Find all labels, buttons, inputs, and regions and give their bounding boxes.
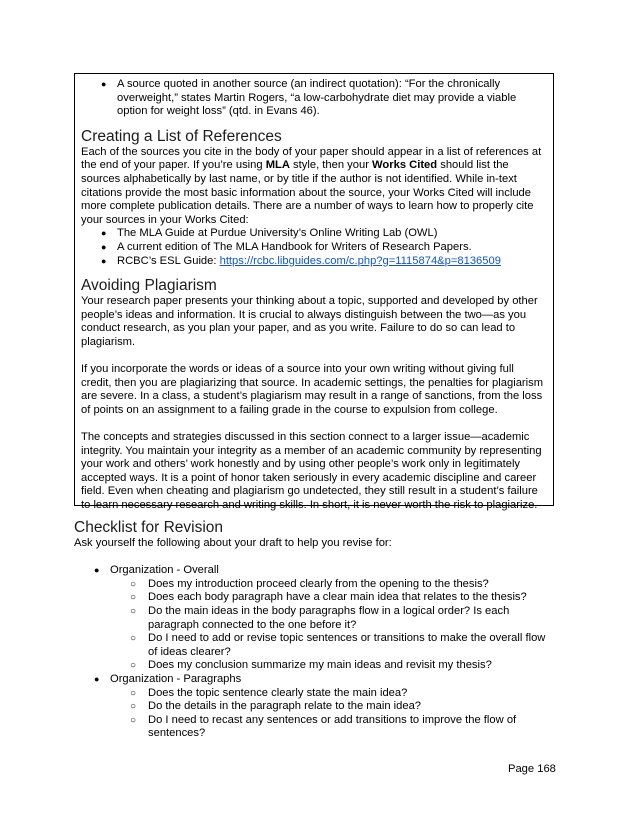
plagiarism-paragraph-3: The concepts and strategies discussed in this section connect to a larger issue—academic integrity. You maintain your integrity as a member of an academic community by representing your work and others’ work honestly and by using other people’s work only in legitimately accepted ways. It is a point of honor taken seriously in every academic discipline and career field. Even when cheating and plagiarism go undetected, they still result in a student’s failure to learn necessary research and writing skills. In short, it is never worth the risk to plagiarize. bbox=[81, 431, 542, 512]
list-item: ○ Do I need to recast any sentences or add transitions to improve the flow of sentences? bbox=[110, 714, 554, 741]
checklist-heading: Checklist for Revision bbox=[74, 519, 224, 536]
esl-guide-link[interactable]: https://rcbc.libguides.com/c.php?g=1115874&p=8136509 bbox=[219, 254, 501, 267]
references-heading: Creating a List of References bbox=[81, 127, 282, 145]
references-list bbox=[81, 227, 547, 268]
plagiarism-paragraph-1: Your research paper presents your thinking about a topic, supported and developed by other people’s ideas and information. It is crucial to always distinguish between the two—as you conduct research, as you plan your paper, and as you write. Failure to do so can lead to plagiarism. bbox=[81, 295, 538, 348]
esl-guide-label: RCBC’s ESL Guide: bbox=[117, 254, 220, 267]
plagiarism-paragraph-2: If you incorporate the words or ideas of a source into your own writing without giving full credit, then you are plagiarizing that source. In academic settings, the penalties for plagiarism are severe. In a class, a student’s plagiarism may result in a range of sanctions, from the loss of points on an assignment to a failing grade in the course to expulsion from college. bbox=[81, 363, 544, 416]
list-item: ● The MLA Guide at Purdue University’s Online Writing Lab (OWL) bbox=[81, 227, 547, 241]
bordered-section bbox=[74, 73, 554, 512]
list-item: ○ Does the topic sentence clearly state the main idea? bbox=[110, 687, 554, 701]
checklist-sublist bbox=[110, 578, 554, 673]
checklist-section bbox=[74, 519, 554, 741]
checklist-group-paragraphs: ● Organization - Paragraphs ○ Does the topic sentence clearly state the main idea? ○ Do the details in the paragraph relate to the main idea? ○ Do I need to recast any sentences or add transitions to improve the flow of sentences? bbox=[74, 673, 554, 741]
checklist-group-overall: ● Organization - Overall ○ Does my introduction proceed clearly from the opening to the thesis? ○ Does each body paragraph have a clear main idea that relates to the thesis? ○ Do the main ideas in the body paragraphs flow in a logical order? Is each paragraph connected to the one before it? ○ Do I need to add or revise topic sentences or transitions to make the overall flow of ideas clearer? ○ Does my conclusion summarize my main ideas and revisit my thesis? bbox=[74, 564, 554, 673]
intro-bullet-list bbox=[81, 78, 547, 119]
page-number: Page 168 bbox=[508, 763, 556, 775]
list-item: ○ Do the details in the paragraph relate to the main idea? bbox=[110, 700, 554, 714]
list-item bbox=[81, 255, 547, 269]
list-item: ○ Does my conclusion summarize my main ideas and revisit my thesis? bbox=[110, 659, 554, 673]
list-item: ● A current edition of The MLA Handbook for Writers of Research Papers. bbox=[81, 241, 547, 255]
list-item: ● A source quoted in another source (an indirect quotation): “For the chronically overweight,” states Martin Rogers, “a low-carbohydrate diet may provide a viable option for weight loss” (qtd. in Evans 46). bbox=[81, 78, 547, 119]
references-paragraph: Each of the sources you cite in the body of your paper should appear in a list of references at the end of your paper. If you’re using MLA style, then your Works Cited should list the sources alphabetically by last name, or by title if the author is not identified. While in-text citations provide the most basic information about the source, your Works Cited will include more complete publication details. There are a number of ways to learn how to properly cite your sources in your Works Cited: bbox=[81, 145, 542, 226]
list-item: ○ Does my introduction proceed clearly from the opening to the thesis? bbox=[110, 578, 554, 592]
list-item: ○ Do I need to add or revise topic sentences or transitions to make the overall flow of ideas clearer? bbox=[110, 632, 554, 659]
list-item: ○ Do the main ideas in the body paragraphs flow in a logical order? Is each paragraph connected to the one before it? bbox=[110, 605, 554, 632]
checklist-sublist bbox=[110, 687, 554, 741]
plagiarism-heading: Avoiding Plagiarism bbox=[81, 277, 217, 295]
checklist-intro: Ask yourself the following about your draft to help you revise for: bbox=[74, 537, 392, 549]
list-item: ○ Does each body paragraph have a clear main idea that relates to the thesis? bbox=[110, 591, 554, 605]
checklist-groups bbox=[74, 564, 554, 741]
